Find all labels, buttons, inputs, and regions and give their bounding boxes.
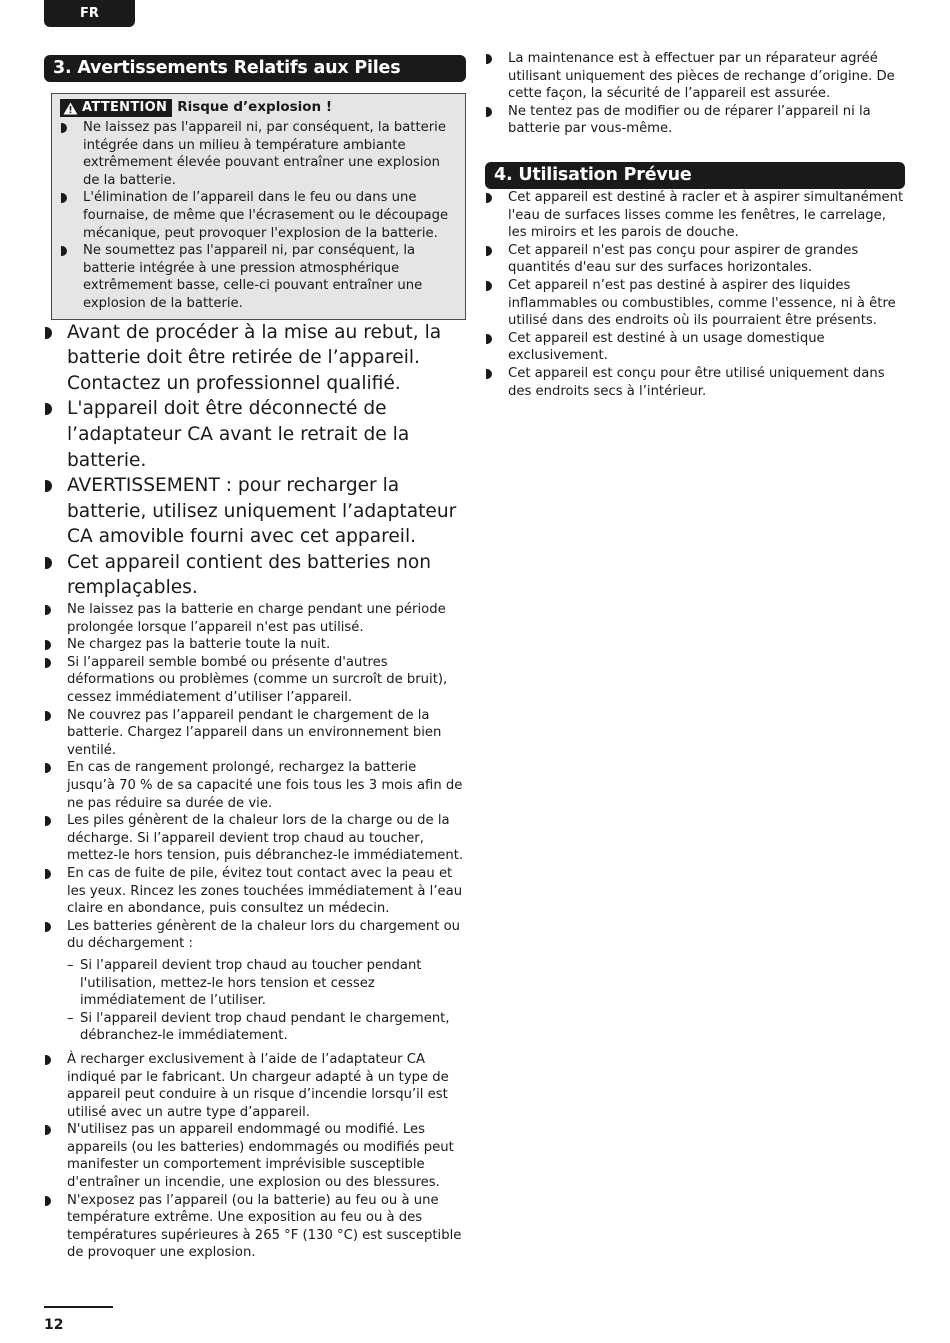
list-item: À recharger exclusivement à l’aide de l’adaptateur CA indiqué par le fabricant. Un chargeur adapté à un type de appareil peut conduire à un risque d’incendie lorsqu’il est utilisé avec un autre type d’appareil. [44,1051,466,1121]
bullet-icon [45,922,51,932]
section-4-heading: 4. Utilisation Prévue [485,162,905,189]
list-item: Cet appareil n’est pas destiné à aspirer des liquides inflammables ou combustibles, comme l'essence, ni à être utilisé dans des endroits où ils pourraient être présents. [485,277,905,330]
list-item: Cet appareil n'est pas conçu pour aspirer de grandes quantités d'eau sur des surfaces horizontales. [485,242,905,277]
bullet-icon [486,193,492,203]
list-item: Cet appareil est destiné à un usage domestique exclusivement. [485,330,905,365]
bullet-icon [486,246,492,256]
dash-icon: – [67,1010,74,1026]
list-item: N'exposez pas l’appareil (ou la batterie) au feu ou à une température extrême. Une exposition au feu ou à des températures supérieures à 265 °F (130 °C) est susceptible de provoquer une explosion. [44,1192,466,1262]
bullet-icon [45,816,51,826]
list-item: La maintenance est à effectuer par un réparateur agréé utilisant uniquement des pièces de rechange d’origine. De cette façon, la sécurité de l’appareil est assurée. [485,50,905,103]
list-item: Ne soumettez pas l'appareil ni, par conséquent, la batterie intégrée à une pression atmosphérique extrêmement basse, celle-ci pouvant entraîner une explosion de la batterie. [60,242,457,312]
bullet-icon [486,281,492,291]
bullet-icon [486,369,492,379]
list-item: Ne tentez pas de modifier ou de réparer l’appareil ni la batterie par vous-même. [485,103,905,138]
list-item: N'utilisez pas un appareil endommagé ou modifié. Les appareils (ou les batteries) endommagés ou modifiés peut manifester un comportement imprévisible susceptible d'entraîner un incendie, une explosion ou des blessures. [44,1121,466,1191]
charger-safety-list [44,1051,466,1262]
battery-safety-list [44,601,466,1045]
dash-icon: – [67,957,74,973]
bullet-icon [45,640,51,650]
attention-label: ATTENTION [82,100,168,116]
bullet-icon [45,1196,51,1206]
sub-list-item: – Si l’appareil devient trop chaud au toucher pendant l'utilisation, mettez-le hors tension et cessez immédiatement de l’utiliser. [67,957,422,1009]
list-item: Ne couvrez pas l’appareil pendant le chargement de la batterie. Chargez l’appareil dans un environnement bien ventilé. [44,707,466,760]
list-item: Les batteries génèrent de la chaleur lors du chargement ou du déchargement : – Si l’appareil devient trop chaud au toucher pendant l'utilisation, mettez-le hors tension et cessez immédiatement de l’utiliser. – Si l'appareil devient trop chaud pendant le chargement, débranchez-le immédiatement. [44,918,466,1045]
bullet-icon [45,763,51,773]
right-column [485,50,905,400]
list-item: Si l’appareil semble bombé ou présente d'autres déformations ou problèmes (comme un surcroît de bruit), cessez immédiatement d’utiliser l’appareil. [44,654,466,707]
bullet-icon [45,605,51,615]
list-item: L'appareil doit être déconnecté de l’adaptateur CA avant le retrait de la batterie. [44,396,466,473]
bullet-icon [61,193,67,203]
warning-header [60,99,457,117]
list-item: Ne chargez pas la batterie toute la nuit. [44,636,466,654]
sub-list [67,957,466,1045]
language-tab: FR [44,0,135,27]
bullet-icon [486,334,492,344]
warning-box [51,93,466,320]
bullet-icon [61,246,67,256]
warning-list [60,119,457,313]
bullet-icon [45,327,52,339]
attention-badge [60,99,172,117]
list-item: Cet appareil est conçu pour être utilisé uniquement dans des endroits secs à l’intérieur. [485,365,905,400]
bullet-icon [45,557,52,569]
warning-title: Risque d’explosion ! [177,99,333,116]
bullet-icon [45,658,51,668]
warning-triangle-icon [63,102,78,115]
list-item: Cet appareil est destiné à racler et à aspirer simultanément l'eau de surfaces lisses comme les fenêtres, le carrelage, les miroirs et les parois de douche. [485,189,905,242]
footer-divider [44,1306,113,1308]
bullet-icon [45,711,51,721]
large-warning-list [44,320,466,602]
bullet-icon [45,869,51,879]
list-item: AVERTISSEMENT : pour recharger la batterie, utilisez uniquement l’adaptateur CA amovible fourni avec cet appareil. [44,473,466,550]
section-3-heading: 3. Avertissements Relatifs aux Piles [44,55,466,82]
list-item: Avant de procéder à la mise au rebut, la batterie doit être retirée de l’appareil. Contactez un professionnel qualifié. [44,320,466,397]
page-number: 12 [44,1317,64,1333]
list-item: En cas de rangement prolongé, rechargez la batterie jusqu’à 70 % de sa capacité une fois tous les 3 mois afin de ne pas réduire sa durée de vie. [44,759,466,812]
bullet-icon [45,403,52,415]
bullet-icon [45,1055,51,1065]
list-item: Cet appareil contient des batteries non remplaçables. [44,550,466,601]
list-item: Ne laissez pas l'appareil ni, par conséquent, la batterie intégrée dans un milieu à température ambiante extrêmement élevée pouvant entraîner une explosion de la batterie. [60,119,457,189]
maintenance-list [485,50,905,138]
list-item: Ne laissez pas la batterie en charge pendant une période prolongée lorsque l’appareil n'est pas utilisé. [44,601,466,636]
sub-list-item: – Si l'appareil devient trop chaud pendant le chargement, débranchez-le immédiatement. [67,1010,450,1044]
left-column [44,55,466,1262]
list-item: L'élimination de l’appareil dans le feu ou dans une fournaise, de même que l'écrasement ou le découpage mécanique, peut provoquer l'explosion de la batterie. [60,189,457,242]
list-item: Les piles génèrent de la chaleur lors de la charge ou de la décharge. Si l’appareil devient trop chaud au toucher, mettez-le hors tension, puis débranchez-le immédiatement. [44,812,466,865]
list-item: En cas de fuite de pile, évitez tout contact avec la peau et les yeux. Rincez les zones touchées immédiatement à l’eau claire en abondance, puis consultez un médecin. [44,865,466,918]
bullet-icon [45,1125,51,1135]
bullet-icon [486,54,492,64]
intended-use-list [485,189,905,400]
bullet-icon [45,480,52,492]
bullet-icon [61,123,67,133]
bullet-icon [486,107,492,117]
